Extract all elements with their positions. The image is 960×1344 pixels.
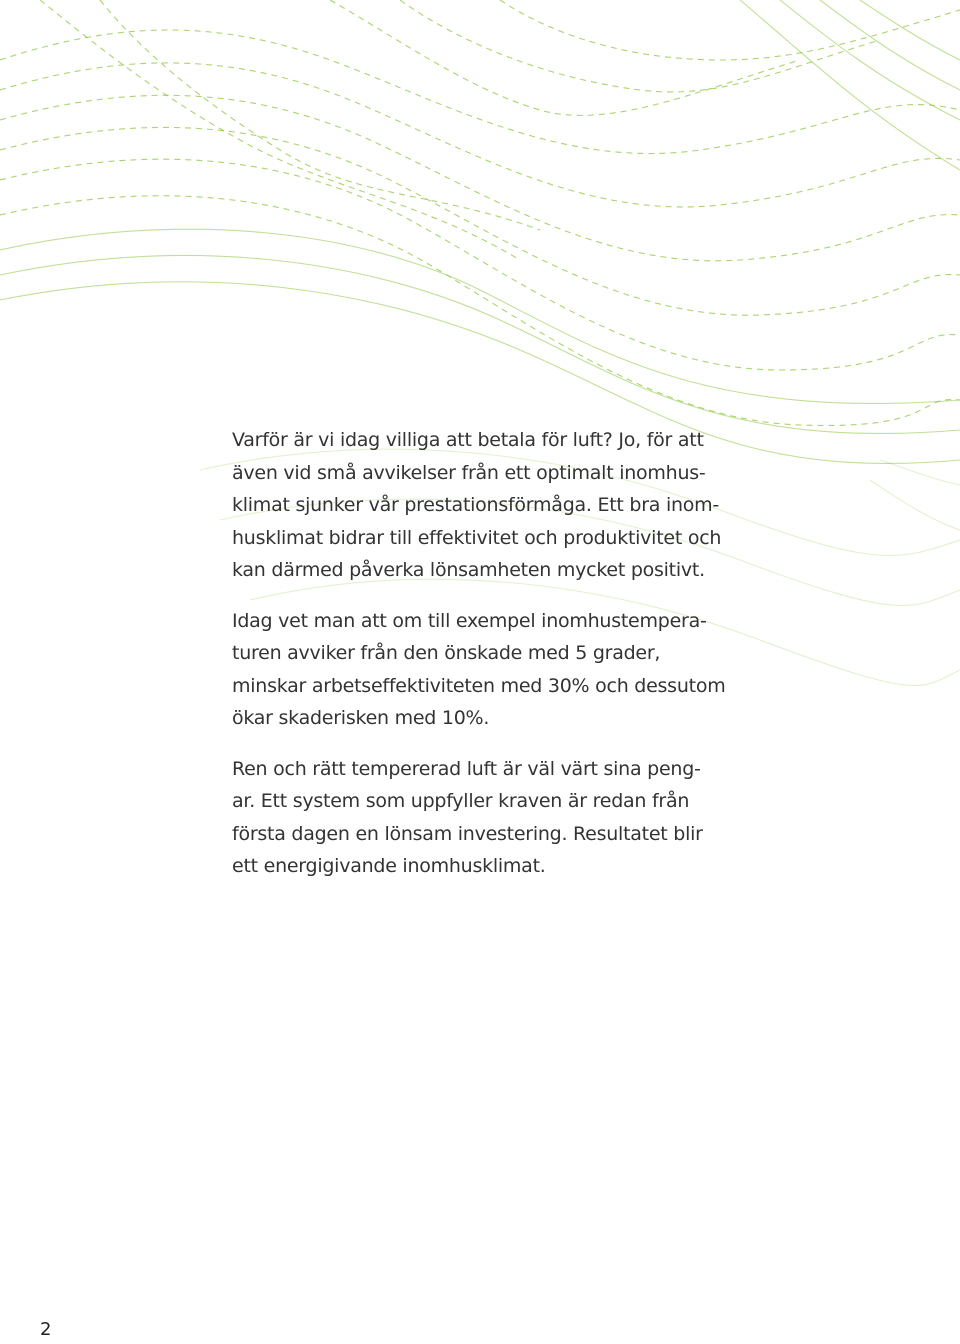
text-line: ar. Ett system som uppfyller kraven är redan från [232,790,690,812]
text-line: Ren och rätt tempererad luft är väl värt sina peng- [232,757,701,780]
text-line: Varför är vi idag villiga att betala för luft? Jo, för att [232,429,704,451]
body-text [232,424,742,901]
paragraph-1 [232,424,742,587]
text-line: turen avviker från den önskade med 5 grader, [232,642,661,664]
text-line: ett energigivande inomhusklimat. [232,855,546,877]
text-line: kan därmed påverka lönsamheten mycket positivt. [232,559,705,581]
text-line: även vid små avvikelser från ett optimalt inomhus- [232,461,706,484]
text-line: minskar arbetseffektiviteten med 30% och dessutom [232,674,726,697]
page-number: 2 [40,1319,52,1340]
text-line: klimat sjunker vår prestationsförmåga. Ett bra inom- [232,494,720,516]
text-line: första dagen en lönsam investering. Resultatet blir [232,822,703,845]
text-line: Idag vet man att om till exempel inomhustempera- [232,609,707,632]
paragraph-3 [232,753,742,883]
text-line: husklimat bidrar till effektivitet och produktivitet och [232,526,722,549]
paragraph-2 [232,605,742,735]
text-line: ökar skaderisken med 10%. [232,707,490,729]
